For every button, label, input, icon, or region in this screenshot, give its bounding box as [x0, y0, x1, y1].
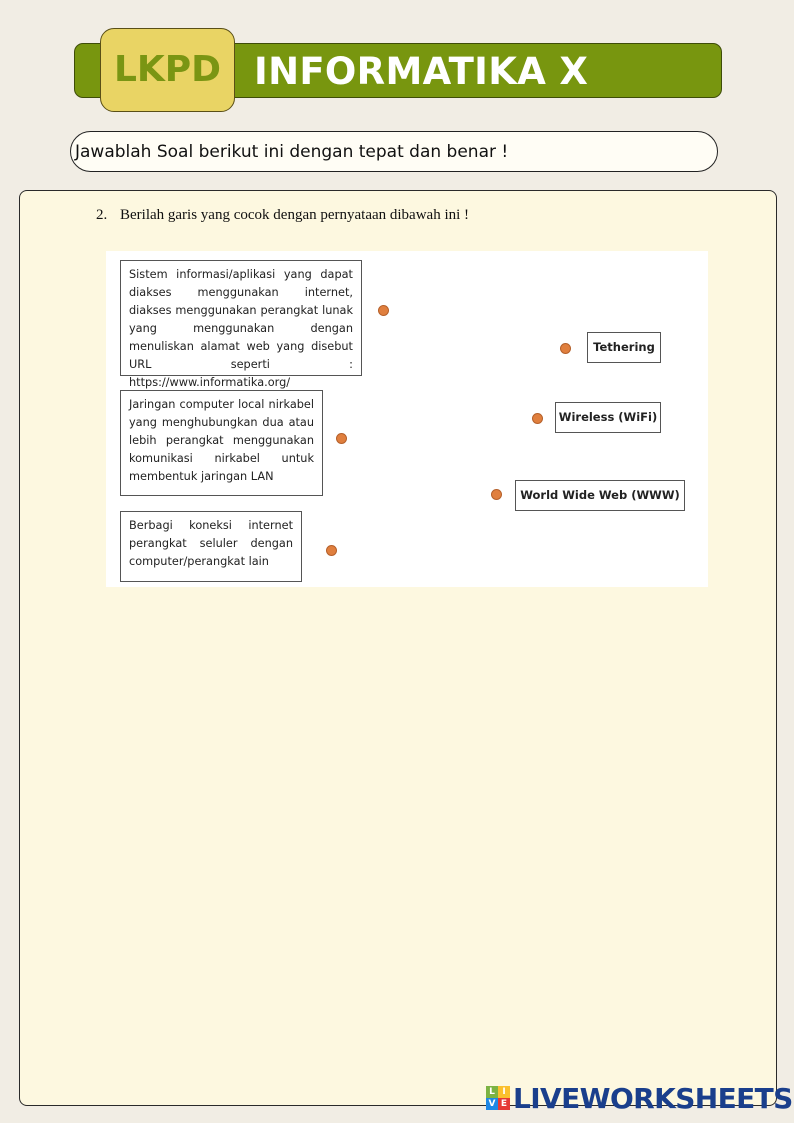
statement-box-wifi: Jaringan computer local nirkabel yang menghubungkan dua atau lebih perangkat menggunakan komunikasi nirkabel untuk membentuk jaringan LAN [120, 390, 323, 496]
option-wireless-wifi: Wireless (WiFi) [555, 402, 661, 433]
question-number: 2. [96, 207, 108, 223]
instruction-banner: Jawablah Soal berikut ini dengan tepat dan benar ! [70, 131, 718, 172]
option-2-dot[interactable] [532, 413, 543, 424]
statement-box-www: Sistem informasi/aplikasi yang dapat diakses menggunakan internet, diakses menggunakan perangkat lunak yang menggunakan dengan menuliskan alamat web yang disebut URL seperti : https://www.informatika.org/ [120, 260, 362, 376]
statement-3-dot[interactable] [326, 545, 337, 556]
statement-2-dot[interactable] [336, 433, 347, 444]
statement-box-tethering: Berbagi koneksi internet perangkat seluler dengan computer/perangkat lain [120, 511, 302, 582]
statement-1-dot[interactable] [378, 305, 389, 316]
lkpd-badge-label: LKPD [113, 48, 222, 90]
matching-panel [106, 251, 708, 587]
logo-letter-l: L [486, 1086, 498, 1098]
option-1-dot[interactable] [560, 343, 571, 354]
logo-text: LIVEWORKSHEETS [513, 1081, 793, 1115]
question-text: Berilah garis yang cocok dengan pernyataan dibawah ini ! [120, 207, 470, 223]
option-3-dot[interactable] [491, 489, 502, 500]
question-prompt [96, 207, 469, 224]
logo-letter-e: E [498, 1098, 510, 1110]
lkpd-badge [100, 28, 235, 112]
logo-mark-icon [486, 1086, 510, 1110]
option-world-wide-web: World Wide Web (WWW) [515, 480, 685, 511]
logo-letter-v: V [486, 1098, 498, 1110]
liveworksheets-logo [486, 1082, 793, 1114]
option-tethering: Tethering [587, 332, 661, 363]
logo-letter-i: I [498, 1086, 510, 1098]
page-title: INFORMATIKA X [254, 50, 589, 93]
